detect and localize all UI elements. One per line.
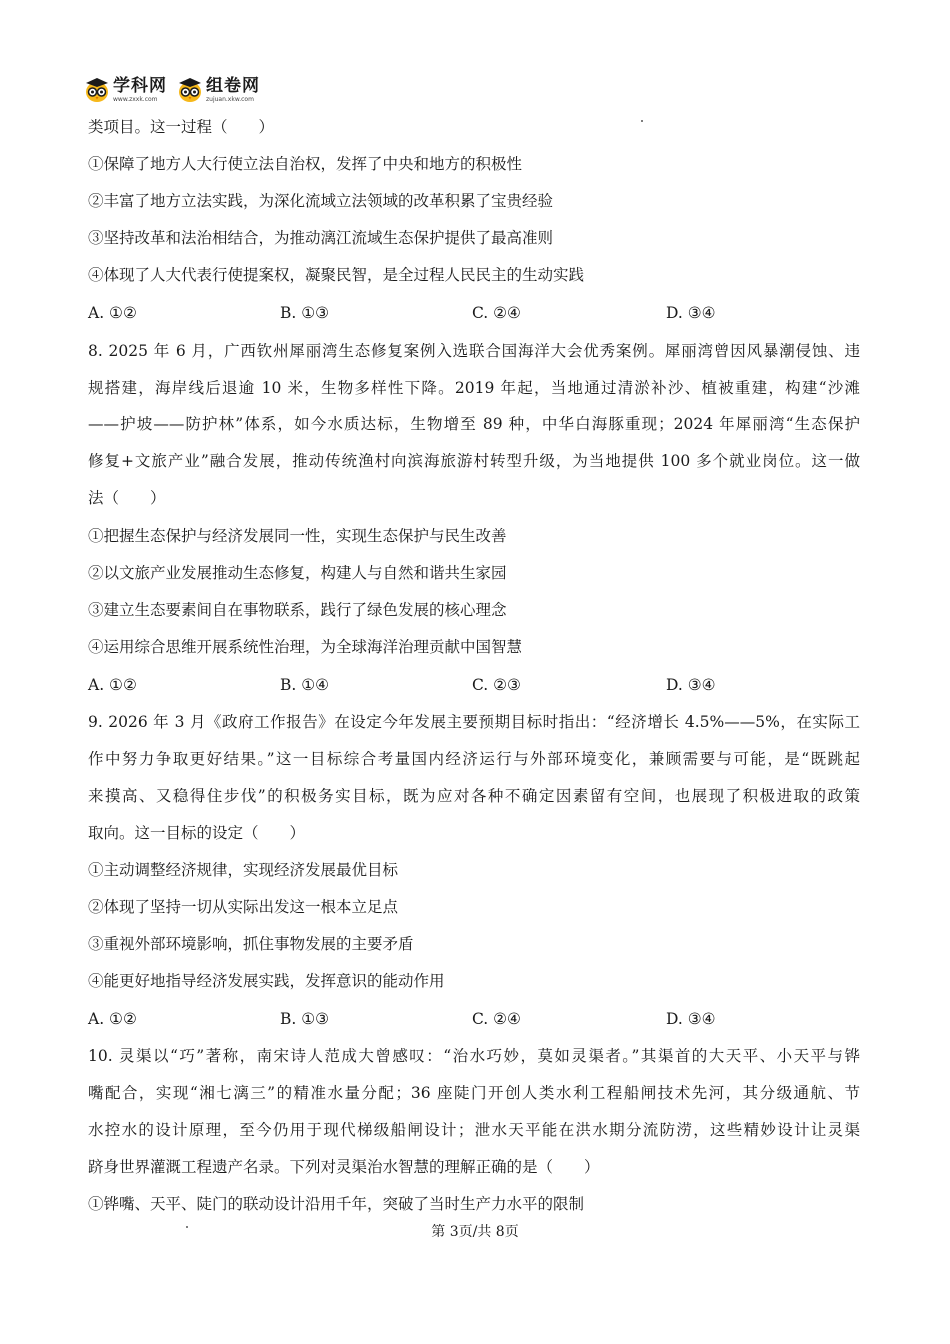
q9-stem-line-3: 来摸高、又稳得住步伐”的积极务实目标，既为应对各种不确定因素留有空间，也展现了积极进取的政策 <box>88 787 860 805</box>
q8-option-a[interactable]: A. ①② <box>88 676 137 694</box>
q7-statement-3: ③坚持改革和法治相结合，为推动漓江流域生态保护提供了最高准则 <box>88 229 554 247</box>
q8-option-d[interactable]: D. ③④ <box>666 676 716 694</box>
owl-mascot-icon <box>177 77 203 103</box>
q9-statement-4: ④能更好地指导经济发展实践，发挥意识的能动作用 <box>88 972 445 990</box>
q9-stem-line-4: 取向。这一目标的设定（ ） <box>88 824 306 842</box>
q9-option-d[interactable]: D. ③④ <box>666 1010 716 1028</box>
q7-option-b[interactable]: B. ①③ <box>280 304 330 322</box>
logo2-url: zujuan.xkw.com <box>206 95 254 103</box>
logo1-text: 学科网 <box>113 75 167 96</box>
q8-options <box>88 675 788 695</box>
owl-mascot-icon <box>84 77 110 103</box>
q8-statement-4: ④运用综合思维开展系统性治理，为全球海洋治理贡献中国智慧 <box>88 638 523 656</box>
q10-statement-1: ①铧嘴、天平、陡门的联动设计沿用千年，突破了当时生产力水平的限制 <box>88 1195 585 1213</box>
logo1-url: www.zxxk.com <box>113 95 158 103</box>
zxxk-logo <box>84 77 167 103</box>
q8-stem-line-5: 法（ ） <box>88 489 166 507</box>
q8-stem-line-3: ——护坡——防护林”体系，如今水质达标，生物增至 89 种，中华白海豚重现；2024 年犀丽湾“生态保护 <box>88 415 860 433</box>
q7-options <box>88 303 788 323</box>
q7-option-d[interactable]: D. ③④ <box>666 304 716 322</box>
q8-stem-line-1: 8. 2025 年 6 月，广西钦州犀丽湾生态修复案例入选联合国海洋大会优秀案例。犀丽湾曾因风暴潮侵蚀、违 <box>88 342 860 360</box>
q10-stem-line-2: 嘴配合，实现“湘七漓三”的精准水量分配；36 座陡门开创人类水利工程船闸技术先河，其分级通航、节 <box>88 1084 860 1102</box>
q7-option-c[interactable]: C. ②④ <box>472 304 521 322</box>
q8-statement-1: ①把握生态保护与经济发展同一性，实现生态保护与民生改善 <box>88 527 507 545</box>
q8-option-c[interactable]: C. ②③ <box>472 676 521 694</box>
q8-stem-line-4: 修复+文旅产业”融合发展，推动传统渔村向滨海旅游村转型升级，为当地提供 100 多个就业岗位。这一做 <box>88 452 860 470</box>
q9-stem-line-2: 作中努力争取更好结果。”这一目标综合考量国内经济运行与外部环境变化，兼顾需要与可能，是“既跳起 <box>88 750 860 768</box>
q8-option-b[interactable]: B. ①④ <box>280 676 330 694</box>
q10-stem-line-4: 跻身世界灌溉工程遗产名录。下列对灵渠治水智慧的理解正确的是（ ） <box>88 1158 600 1176</box>
q7-statement-1: ①保障了地方人大行使立法自治权，发挥了中央和地方的积极性 <box>88 155 523 173</box>
q7-statement-4: ④体现了人大代表行使提案权，凝聚民智，是全过程人民民主的生动实践 <box>88 266 585 284</box>
q7-stem-end: 类项目。这一过程（ ） <box>88 118 275 136</box>
q10-stem-line-3: 水控水的设计原理，至今仍用于现代梯级船闸设计；泄水天平能在洪水期分流防涝，这些精妙设计让灵渠 <box>88 1121 860 1139</box>
q8-statement-3: ③建立生态要素间自在事物联系，践行了绿色发展的核心理念 <box>88 601 507 619</box>
q10-stem-line-1: 10. 灵渠以“巧”著称，南宋诗人范成大曾感叹：“治水巧妙，莫如灵渠者。”其渠首的大天平、小天平与铧 <box>88 1047 860 1065</box>
q8-stem-line-2: 规搭建，海岸线后退逾 10 米，生物多样性下降。2019 年起，当地通过清淤补沙、植被重建，构建“沙滩 <box>88 379 860 397</box>
q9-option-b[interactable]: B. ①③ <box>280 1010 330 1028</box>
q8-statement-2: ②以文旅产业发展推动生态修复，构建人与自然和谐共生家园 <box>88 564 507 582</box>
q9-statement-2: ②体现了坚持一切从实际出发这一根本立足点 <box>88 898 399 916</box>
q9-statement-3: ③重视外部环境影响，抓住事物发展的主要矛盾 <box>88 935 414 953</box>
q9-options <box>88 1009 788 1029</box>
q7-option-a[interactable]: A. ①② <box>88 304 137 322</box>
logo2-text: 组卷网 <box>206 75 260 96</box>
zujuan-logo <box>177 77 260 103</box>
q9-stem-line-1: 9. 2026 年 3 月《政府工作报告》在设定今年发展主要预期目标时指出：“经济增长 4.5%——5%，在实际工 <box>88 713 860 731</box>
header-logos <box>84 74 260 106</box>
q9-statement-1: ①主动调整经济规律，实现经济发展最优目标 <box>88 861 399 879</box>
q9-option-a[interactable]: A. ①② <box>88 1010 137 1028</box>
q9-option-c[interactable]: C. ②④ <box>472 1010 521 1028</box>
q7-statement-2: ②丰富了地方立法实践，为深化流域立法领域的改革积累了宝贵经验 <box>88 192 554 210</box>
page-number: 第 3页/共 8页 <box>431 1224 519 1240</box>
